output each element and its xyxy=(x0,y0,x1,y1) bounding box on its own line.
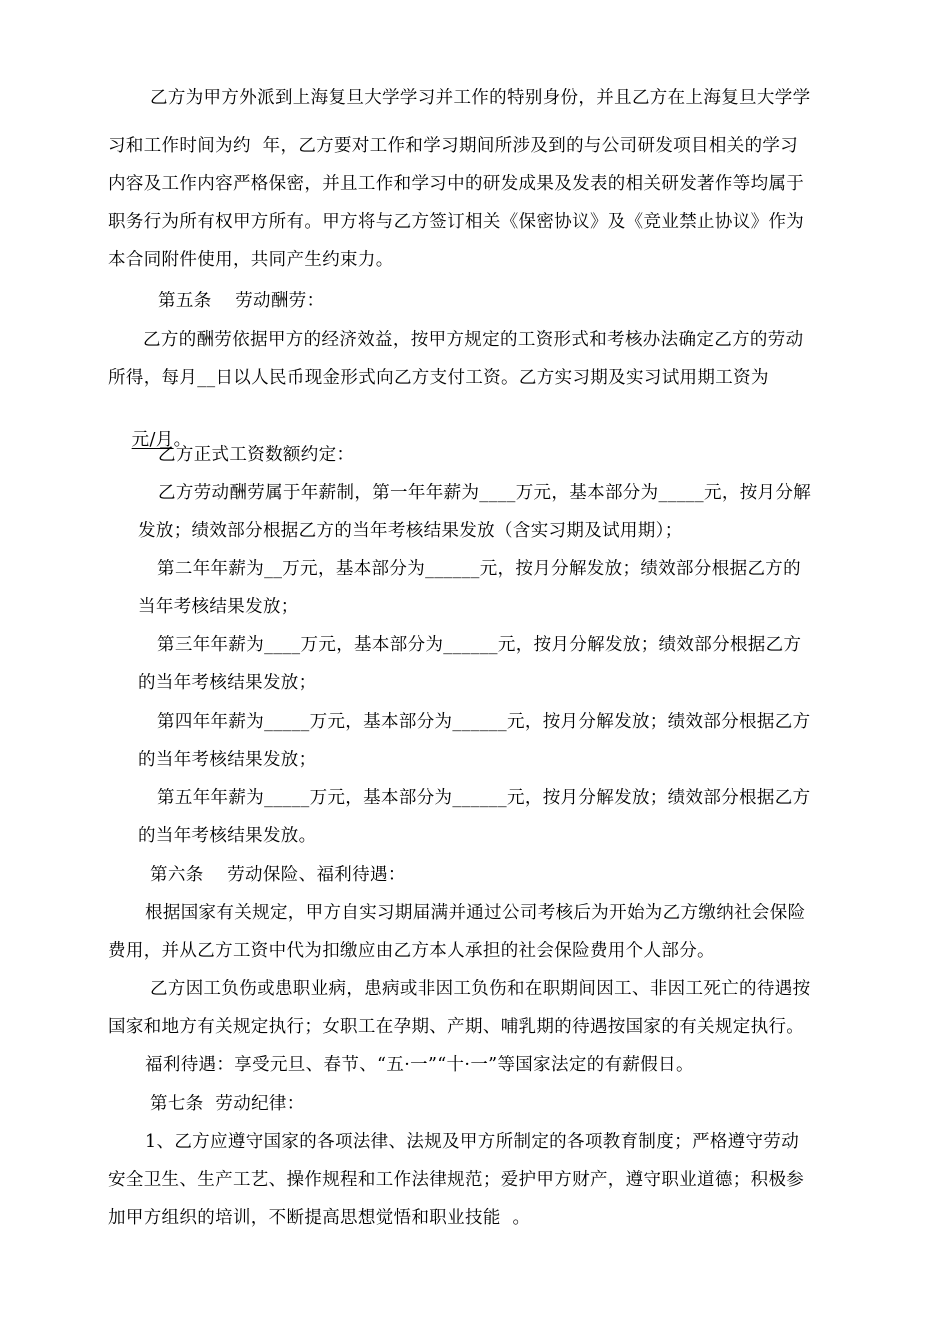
paragraph-line: 国家和地方有关规定执行；女职工在孕期、产期、哺乳期的待遇按国家的有关规定执行。 xyxy=(108,1017,805,1037)
sentence-end: 。 xyxy=(173,430,192,450)
paragraph-line: 当年考核结果发放； xyxy=(138,597,299,617)
section-heading: 第六条 劳动保险、福利待遇： xyxy=(150,865,406,885)
paragraph-line: 发放；绩效部分根据乙方的当年考核结果发放（含实习期及试用期）； xyxy=(138,521,683,541)
underlined-amount: 元/月 xyxy=(131,430,174,450)
paragraph-line: 根据国家有关规定，甲方自实习期届满并通过公司考核后为开始为乙方缴纳社会保险 xyxy=(145,903,806,923)
paragraph-line: 乙方为甲方外派到上海复旦大学学习并工作的特别身份，并且乙方在上海复旦大学学 xyxy=(150,88,811,108)
paragraph-line: 的当年考核结果发放； xyxy=(138,750,317,770)
paragraph-line: 乙方正式工资数额约定： xyxy=(158,445,355,465)
paragraph-line: 内容及工作内容严格保密，并且工作和学习中的研发成果及发表的相关研发著作等均属于 xyxy=(108,174,805,194)
paragraph-line: 乙方因工负伤或患职业病，患病或非因工负伤和在职期间因工、非因工死亡的待遇按 xyxy=(150,979,811,999)
paragraph-line: 1、乙方应遵守国家的各项法律、法规及甲方所制定的各项教育制度；严格遵守劳动 xyxy=(145,1132,800,1152)
paragraph-line: 第四年年薪为_____万元，基本部分为______元，按月分解发放；绩效部分根据乙方 xyxy=(157,712,811,732)
paragraph-line: 的当年考核结果发放。 xyxy=(138,826,317,846)
paragraph-line: 本合同附件使用，共同产生约束力。 xyxy=(108,250,394,270)
paragraph-line: 加甲方组织的培训，不断提高思想觉悟和职业技能 。 xyxy=(108,1208,531,1228)
paragraph-line: 费用，并从乙方工资中代为扣缴应由乙方本人承担的社会保险费用个人部分。 xyxy=(108,941,715,961)
paragraph-line: 第三年年薪为____万元，基本部分为______元，按月分解发放；绩效部分根据乙方 xyxy=(157,635,802,655)
paragraph-line: 的当年考核结果发放； xyxy=(138,673,317,693)
paragraph-line: 职务行为所有权甲方所有。甲方将与乙方签订相关《保密协议》及《竞业禁止协议》作为 xyxy=(108,212,805,232)
paragraph-line: 安全卫生、生产工艺、操作规程和工作法律规范；爱护甲方财产，遵守职业道德；积极参 xyxy=(108,1170,805,1190)
paragraph-line: 乙方的酬劳依据甲方的经济效益，按甲方规定的工资形式和考核办法确定乙方的劳动 xyxy=(143,330,804,350)
paragraph-line: 所得，每月__日以人民币现金形式向乙方支付工资。乙方实习期及实习试用期工资为 xyxy=(108,368,769,388)
paragraph-line: 第二年年薪为__万元，基本部分为______元，按月分解发放；绩效部分根据乙方的 xyxy=(157,559,801,579)
section-heading: 第七条 劳动纪律： xyxy=(150,1094,305,1114)
paragraph-line: 第五年年薪为_____万元，基本部分为______元，按月分解发放；绩效部分根据乙方 xyxy=(157,788,811,808)
paragraph-line: 乙方劳动酬劳属于年薪制，第一年年薪为____万元，基本部分为_____元，按月分解 xyxy=(158,483,812,503)
paragraph-line: 福利待遇：享受元旦、春节、“五·一”“十·一”等国家法定的有薪假日。 xyxy=(145,1055,694,1075)
section-heading: 第五条 劳动酬劳： xyxy=(158,291,325,311)
paragraph-line: 习和工作时间为约 年，乙方要对工作和学习期间所涉及到的与公司研发项目相关的学习 xyxy=(108,136,799,156)
